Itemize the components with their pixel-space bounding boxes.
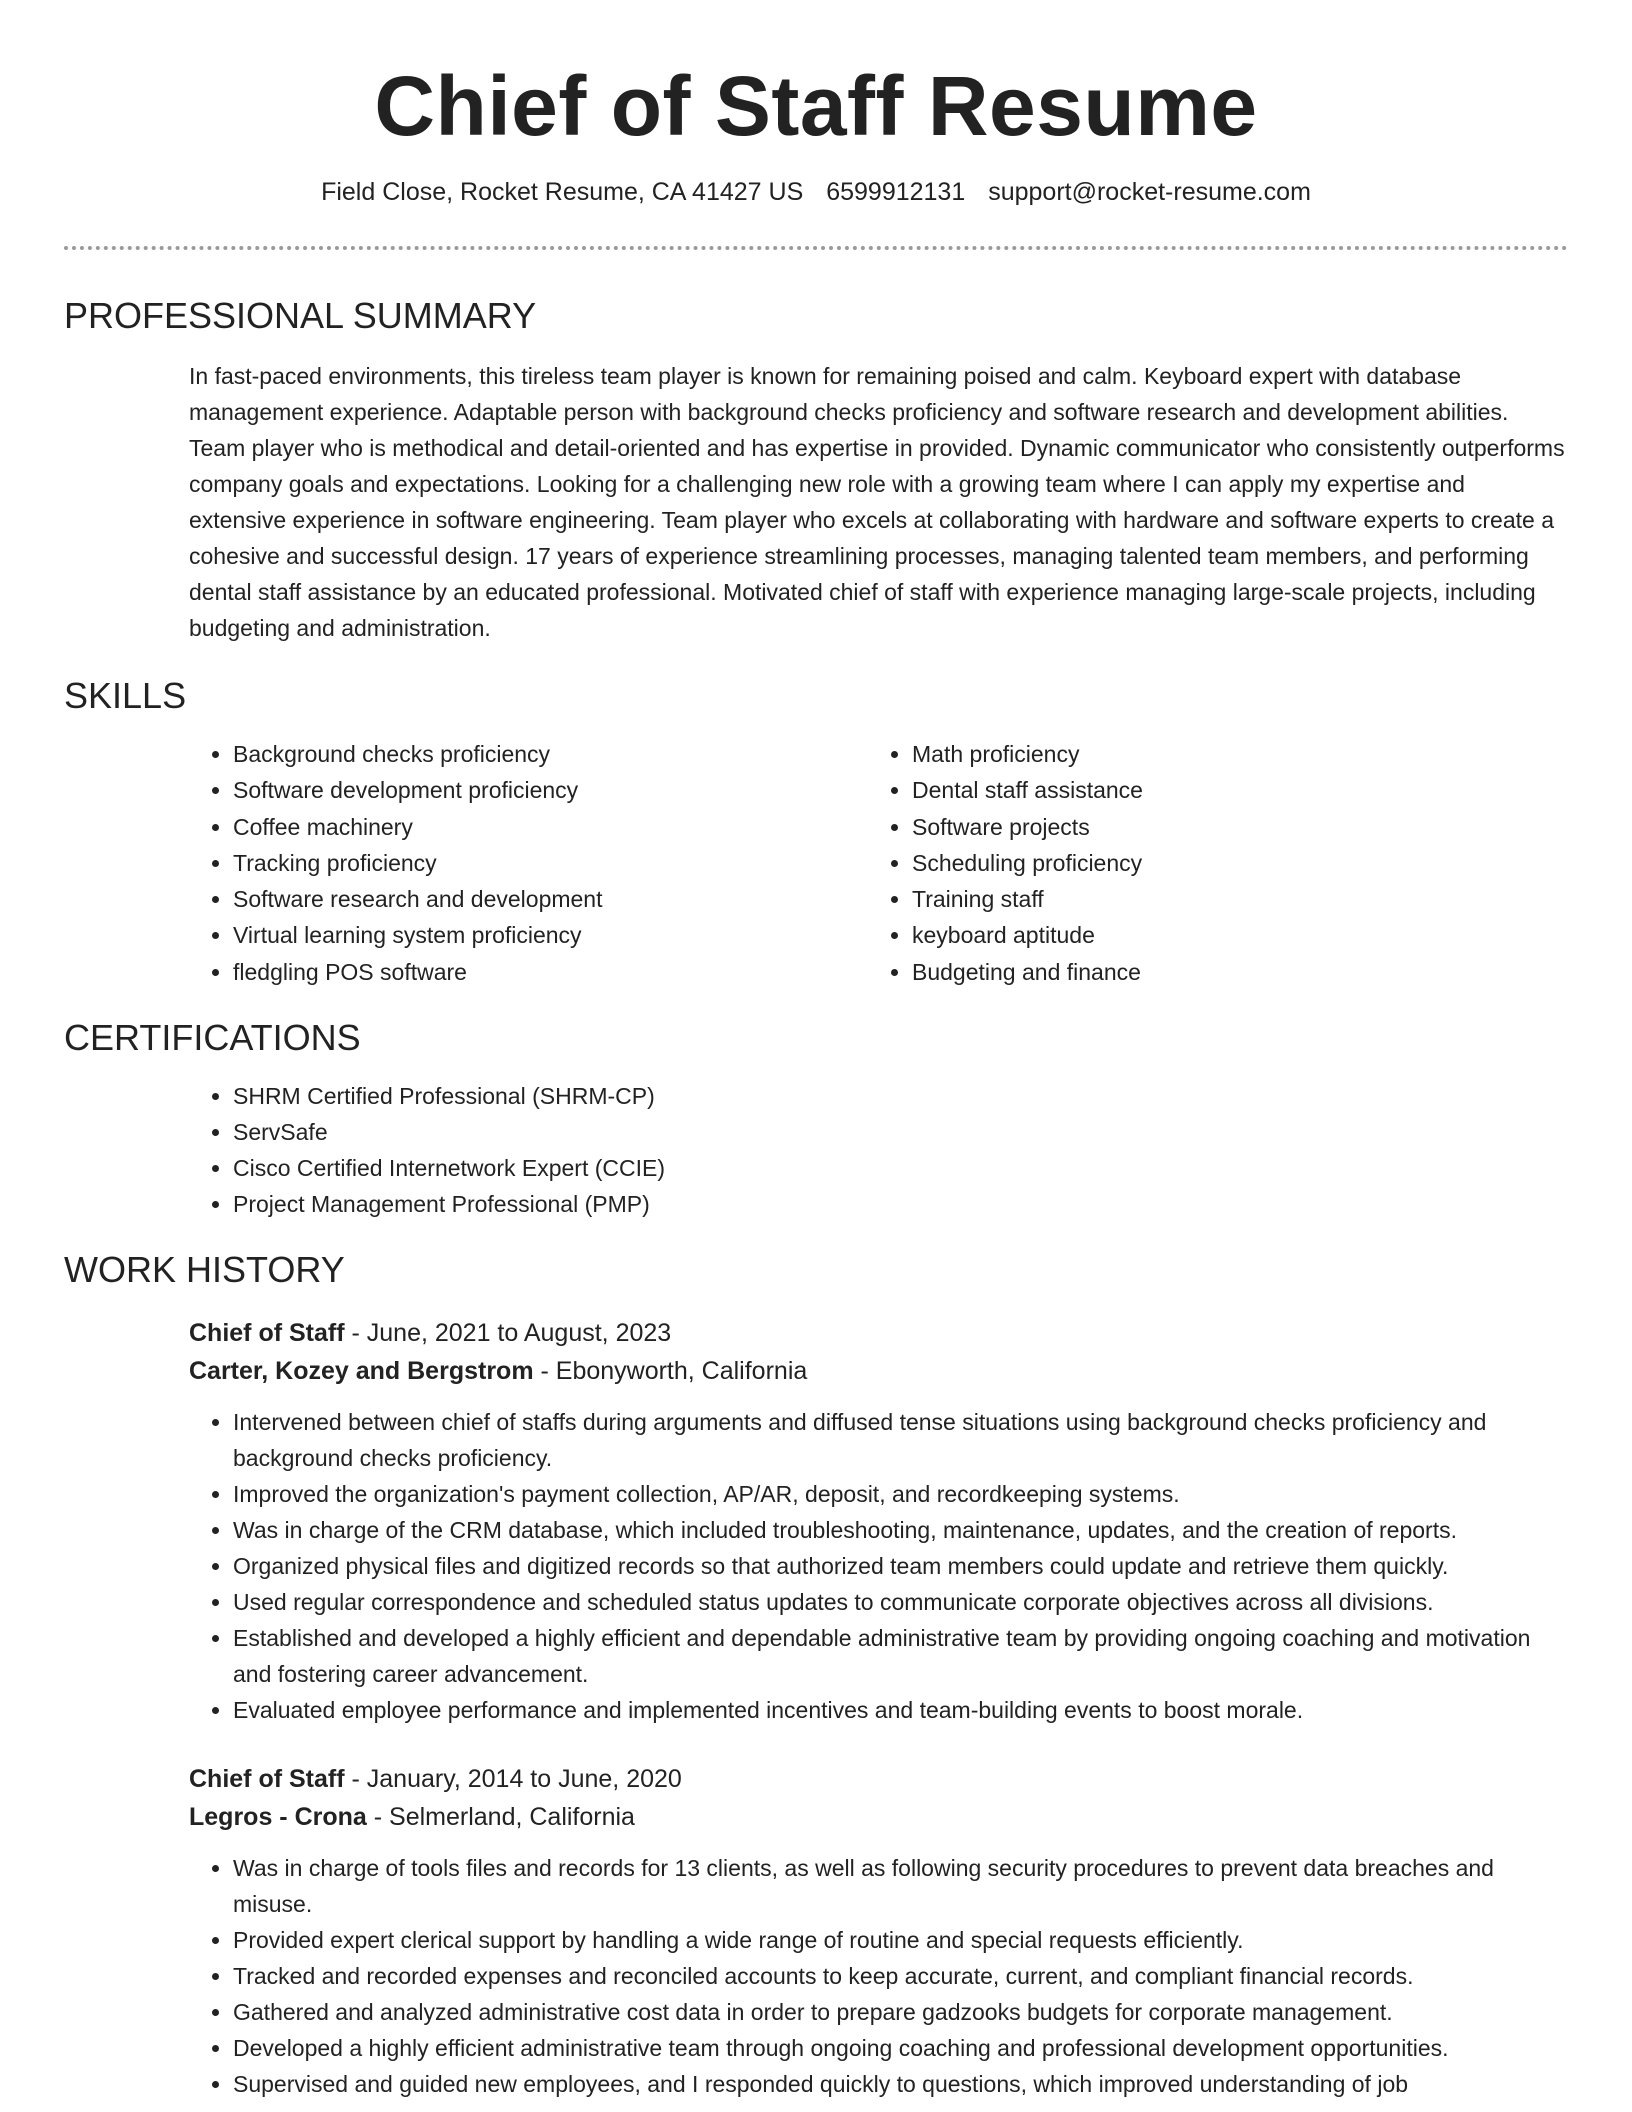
job-bullet: • Supervised and guided new employees, and I responded quickly to questions, which improved understanding of job <box>233 2066 1568 2102</box>
contact-email: support@rocket-resume.com <box>988 178 1311 206</box>
skill-item: • Background checks proficiency <box>233 736 868 772</box>
job-role: Chief of Staff <box>189 1765 345 1794</box>
skill-item: • Virtual learning system proficiency <box>233 917 868 953</box>
job-bullet: • Provided expert clerical support by handling a wide range of routine and special requests efficiently. <box>233 1922 1568 1958</box>
skill-item: • Math proficiency <box>912 736 1143 772</box>
skill-item: • Software research and development <box>233 881 868 917</box>
job-bullet: • Used regular correspondence and scheduled status updates to communicate corporate objectives across all divisions. <box>233 1584 1568 1620</box>
skill-item: • keyboard aptitude <box>912 917 1143 953</box>
summary-text: In fast-paced environments, this tireless team player is known for remaining poised and calm. Keyboard expert with database management experience. Adaptable person with background checks proficiency and software research and development abilities. Team player who is methodical and detail-oriented and has expertise in provided. Dynamic communicator who consistently outperforms company goals and expectations. Looking for a challenging new role with a growing team where I can apply my expertise and extensive experience in software engineering. Team player who excels at collaborating with hardware and software experts to create a cohesive and successful design. 17 years of experience streamlining processes, managing talented team members, and performing dental staff assistance by an educated professional. Motivated chief of staff with experience managing large-scale projects, including budgeting and administration. <box>189 363 1565 641</box>
job-role: Chief of Staff <box>189 1319 345 1348</box>
job-bullet: • Evaluated employee performance and implemented incentives and team-building events to boost morale. <box>233 1692 1568 1728</box>
job-bullet: • Gathered and analyzed administrative cost data in order to prepare gadzooks budgets for corporate management. <box>233 1994 1568 2030</box>
job-company: Carter, Kozey and Bergstrom <box>189 1357 534 1386</box>
certifications-heading: CERTIFICATIONS <box>64 1017 361 1059</box>
resume-page <box>64 0 1568 2102</box>
skills-list <box>189 736 1568 990</box>
skill-item: • fledgling POS software <box>233 954 868 990</box>
certification-item: • ServSafe <box>233 1114 1568 1150</box>
job-bullet: • Developed a highly efficient administrative team through ongoing coaching and professional development opportunities. <box>233 2030 1568 2066</box>
job-company-line <box>189 1352 1568 1390</box>
job-location: - Ebonyworth, California <box>533 1357 808 1386</box>
job-location: - Selmerland, California <box>366 1803 635 1832</box>
job-bullet: • Organized physical files and digitized records so that authorized team members could update and retrieve them quickly. <box>233 1548 1568 1584</box>
summary-heading: PROFESSIONAL SUMMARY <box>64 295 537 336</box>
contact-address: Field Close, Rocket Resume, CA 41427 US <box>321 178 804 206</box>
page-title: Chief of Staff Resume <box>374 59 1258 153</box>
skills-heading: SKILLS <box>64 675 187 716</box>
job-entry <box>189 1760 1568 2102</box>
skill-item: • Tracking proficiency <box>233 845 868 881</box>
skill-item: • Training staff <box>912 881 1143 917</box>
skills-column-right <box>868 736 1143 990</box>
job-entry <box>189 1314 1568 1728</box>
job-bullet: • Was in charge of tools files and records for 13 clients, as well as following security procedures to prevent data breaches and misuse. <box>233 1850 1568 1922</box>
contact-phone: 6599912131 <box>826 178 966 206</box>
job-responsibilities <box>189 1850 1568 2102</box>
certifications-list <box>189 1078 1568 1222</box>
certification-item: • Project Management Professional (PMP) <box>233 1186 1568 1222</box>
header-divider <box>64 246 1568 250</box>
skill-item: • Coffee machinery <box>233 809 868 845</box>
job-company: Legros - Crona <box>189 1803 367 1832</box>
certification-item: • Cisco Certified Internetwork Expert (CCIE) <box>233 1150 1568 1186</box>
job-dates: - January, 2014 to June, 2020 <box>344 1765 682 1794</box>
skill-item: • Budgeting and finance <box>912 954 1143 990</box>
job-bullet: • Improved the organization's payment collection, AP/AR, deposit, and recordkeeping systems. <box>233 1476 1568 1512</box>
job-title-line <box>189 1314 1568 1352</box>
job-bullet: • Was in charge of the CRM database, which included troubleshooting, maintenance, updates, and the creation of reports. <box>233 1512 1568 1548</box>
skill-item: • Dental staff assistance <box>912 772 1143 808</box>
job-company-line <box>189 1798 1568 1836</box>
job-bullet: • Established and developed a highly efficient and dependable administrative team by providing ongoing coaching and motivation and fostering career advancement. <box>233 1620 1568 1692</box>
work-history-heading: WORK HISTORY <box>64 1249 345 1291</box>
job-dates: - June, 2021 to August, 2023 <box>344 1319 672 1348</box>
skills-column-left <box>189 736 868 990</box>
skill-item: • Software projects <box>912 809 1143 845</box>
job-responsibilities <box>189 1404 1568 1728</box>
contact-info <box>64 176 1568 208</box>
skill-item: • Software development proficiency <box>233 772 868 808</box>
job-bullet: • Intervened between chief of staffs during arguments and diffused tense situations using background checks proficiency and background checks proficiency. <box>233 1404 1568 1476</box>
job-bullet: • Tracked and recorded expenses and reconciled accounts to keep accurate, current, and compliant financial records. <box>233 1958 1568 1994</box>
certification-item: • SHRM Certified Professional (SHRM-CP) <box>233 1078 1568 1114</box>
skill-item: • Scheduling proficiency <box>912 845 1143 881</box>
job-title-line <box>189 1760 1568 1798</box>
